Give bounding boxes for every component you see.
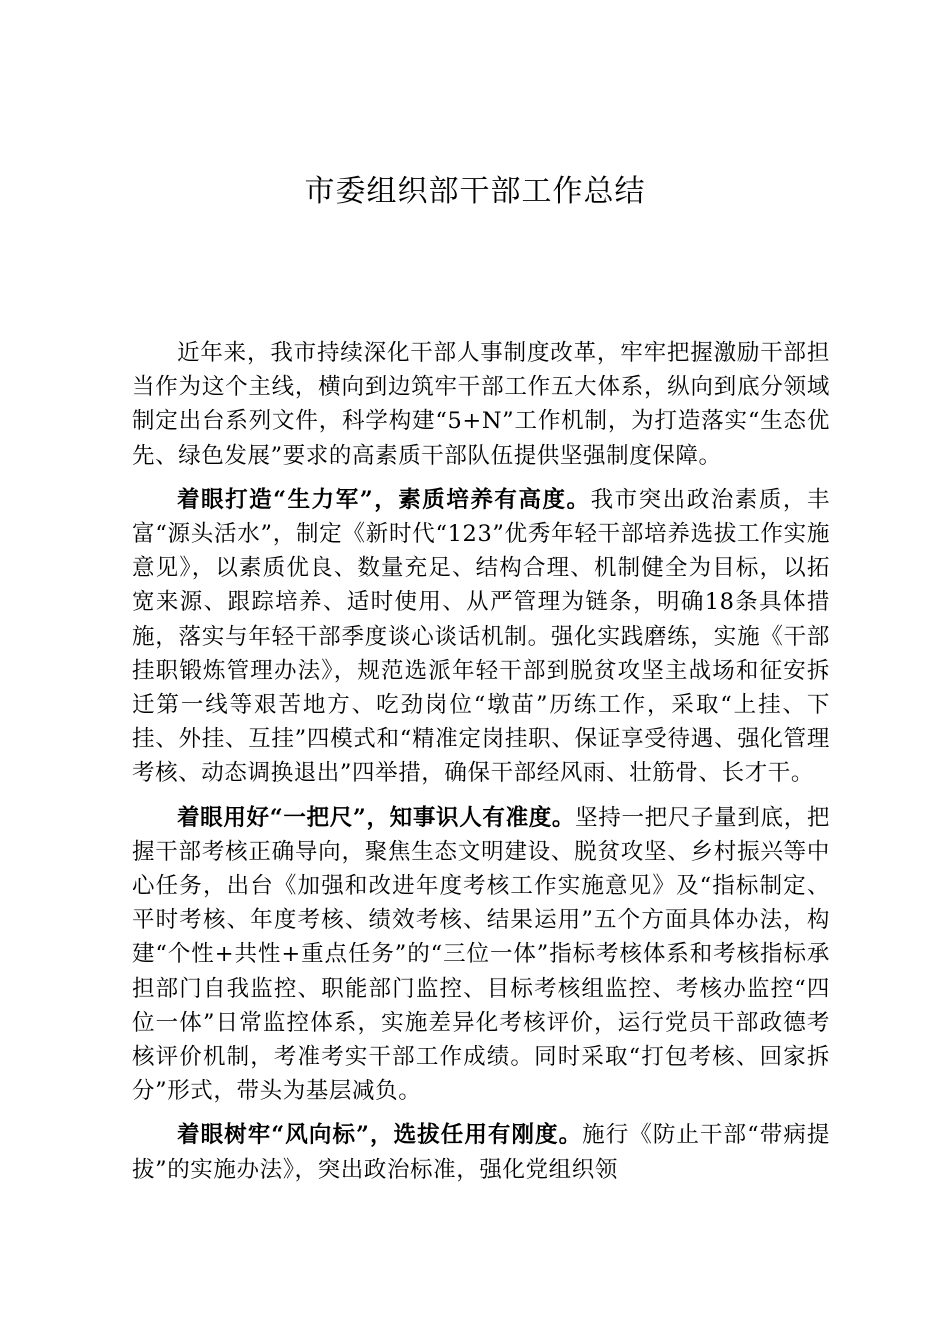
paragraph-assessment bbox=[132, 801, 830, 1109]
paragraph-intro bbox=[132, 336, 830, 473]
paragraph-text: 我市突出政治素质，丰富“源头活水”，制定《新时代“123”优秀年轻干部培养选拔工作实施意见》，以素质优良、数量充足、结构合理、机制健全为目标，以拓宽来源、跟踪培养、适时使用、从严管理为链条，明确18条具体措施，落实与年轻干部季度谈心谈话机制。强化实践磨练，实施《干部挂职锻炼管理办法》，规范选派年轻干部到脱贫攻坚主战场和征安拆迁第一线等艰苦地方、吃劲岗位“墩苗”历练工作，采取“上挂、下挂、外挂、互挂”四模式和“精准定岗挂职、保证享受待遇、强化管理考核、动态调换退出”四举措，确保干部经风雨、壮筋骨、长才干。 bbox=[132, 486, 830, 787]
paragraph-talent-cultivation bbox=[132, 483, 830, 791]
paragraph-text: 近年来，我市持续深化干部人事制度改革，牢牢把握激励干部担当作为这个主线，横向到边筑牢干部工作五大体系，纵向到底分领域制定出台系列文件，科学构建“5+N”工作机制，为打造落实“生态优先、绿色发展”要求的高素质干部队伍提供坚强制度保障。 bbox=[132, 340, 830, 469]
paragraph-text: 坚持一把尺子量到底，把握干部考核正确导向，聚焦生态文明建设、脱贫攻坚、乡村振兴等中心任务，出台《加强和改进年度考核工作实施意见》及“指标制定、平时考核、年度考核、绩效考核、结果运用”五个方面具体办法，构建“个性+共性+重点任务”的“三位一体”指标考核体系和考核指标承担部门自我监控、职能部门监控、目标考核组监控、考核办监控“四位一体”日常监控体系，实施差异化考核评价，运行党员干部政德考核评价机制，考准考实干部工作成绩。同时采取“打包考核、回家拆分”形式，带头为基层减负。 bbox=[132, 804, 830, 1105]
paragraph-text: 施行《防止干部“带病提拔”的实施办法》，突出政治标准，强化党组织领 bbox=[132, 1122, 830, 1183]
paragraph-selection bbox=[132, 1118, 830, 1186]
document-body bbox=[132, 336, 830, 1197]
paragraph-lead: 着眼树牢“风向标”，选拔任用有刚度。 bbox=[177, 1122, 583, 1149]
paragraph-lead: 着眼用好“一把尺”，知事识人有准度。 bbox=[177, 804, 576, 831]
document-title: 市委组织部干部工作总结 bbox=[304, 174, 646, 209]
paragraph-lead: 着眼打造“生力军”，素质培养有高度。 bbox=[177, 486, 591, 513]
